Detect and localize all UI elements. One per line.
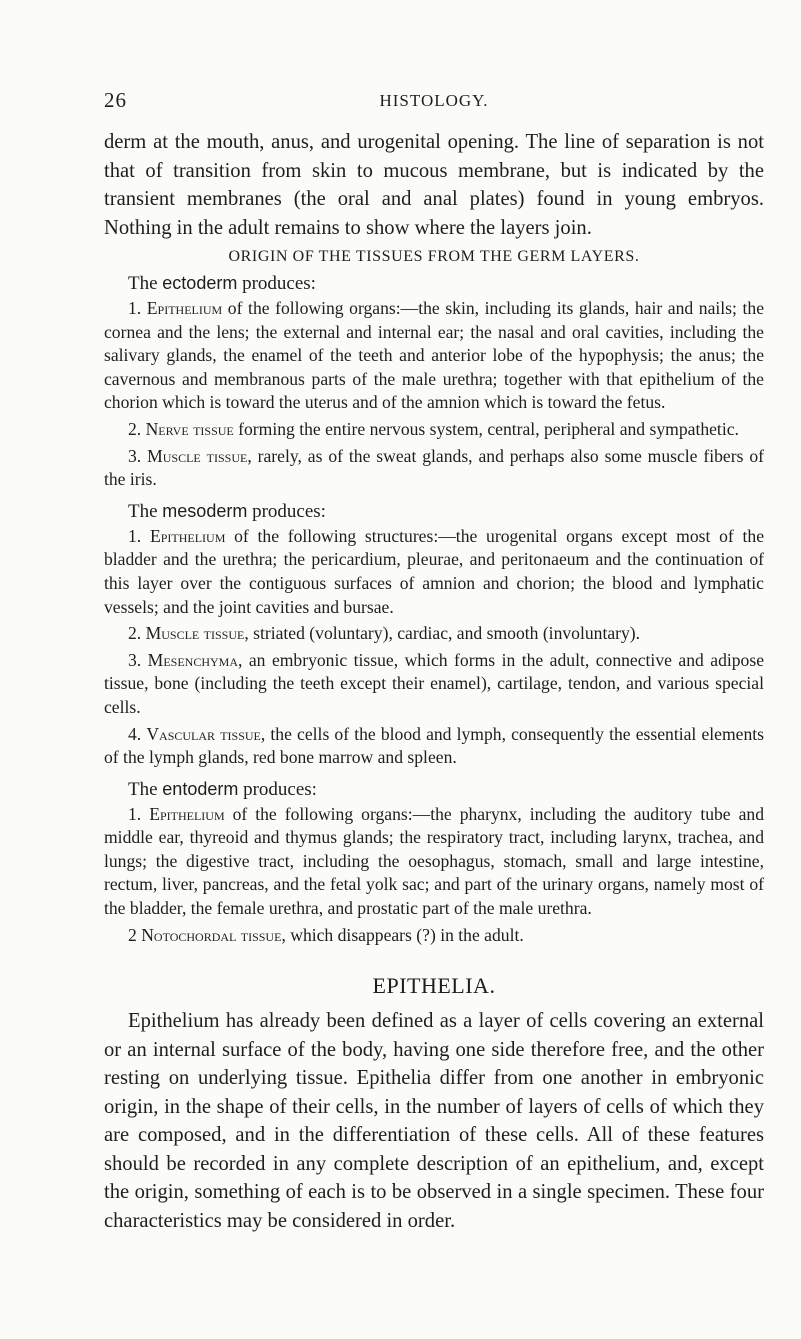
mesoderm-item-2: 2. Muscle tissue, striated (voluntary), cardiac, and smooth (involuntary). bbox=[128, 623, 641, 644]
mesoderm-item-1: 1. Epithelium of the following structures:—the urogenital organs except most of the bladder and the urethra; the pericardium, pleurae, and peritonaeum and the continuation of this layer over the contiguous surfaces of amnion and chorion; the blood and lymphatic vessels; and the joint cavities and bursae. bbox=[104, 525, 764, 617]
body-text bbox=[104, 128, 764, 1235]
page-number: 26 bbox=[104, 88, 127, 112]
ectoderm-item-1: 1. Epithelium of the following organs:—the skin, including its glands, hair and nails; the cornea and the lens; the external and internal ear; the nasal and oral cavities, including the salivary glands, the enamel of the teeth and anterior lobe of the hypophysis; the anus; the cavernous and membranous parts of the male urethra; together with that epithelium of the chorion which is toward the uterus and of the amnion which is toward the fetus. bbox=[104, 298, 765, 413]
ectoderm-lead: The ectoderm produces: bbox=[128, 273, 316, 294]
mesoderm-lead: The mesoderm produces: bbox=[128, 500, 326, 522]
ectoderm-term: ectoderm bbox=[162, 273, 238, 293]
origin-heading: ORIGIN OF THE TISSUES FROM THE GERM LAYERS. bbox=[228, 248, 640, 265]
entoderm-term: entoderm bbox=[162, 778, 239, 799]
mesoderm-item-4: 4. Vascular tissue, the cells of the blood and lymph, consequently the essential elements of the lymph glands, red bone marrow and spleen. bbox=[104, 723, 764, 768]
mesoderm-term: mesoderm bbox=[162, 500, 248, 521]
running-head bbox=[104, 88, 764, 112]
intro-paragraph: derm at the mouth, anus, and urogenital opening. The line of separation is not that of transition from skin to mucous membrane, but is indicated by the transient membranes (the oral and anal plates) found in young embryos. Nothing in the adult remains to show where the layers join. bbox=[104, 131, 764, 239]
running-title: HISTOLOGY. bbox=[379, 91, 489, 110]
entoderm-lead: The entoderm produces: bbox=[128, 778, 317, 800]
entoderm-item-2: 2 Notochordal tissue, which disappears (?) in the adult. bbox=[128, 924, 524, 945]
mesoderm-item-3: 3. Mesenchyma, an embryonic tissue, which forms in the adult, connective and adipose tissue, bone (including the teeth except their enamel), cartilage, tendon, and various special cells. bbox=[104, 649, 765, 717]
entoderm-item-1: 1. Epithelium of the following organs:—the pharynx, including the auditory tube and middle ear, thyreoid and thymus glands; the respiratory tract, including larynx, trachea, and lungs; the digestive tract, including the oesophagus, stomach, small and large intestine, rectum, liver, pancreas, and the fetal yolk sac; and part of the urinary organs, namely most of the bladder, the female urethra, and prostatic part of the male urethra. bbox=[104, 803, 765, 919]
epithelia-heading: EPITHELIA. bbox=[372, 973, 496, 999]
ectoderm-item-2: 2. Nerve tissue forming the entire nervous system, central, peripheral and sympathetic. bbox=[128, 418, 739, 439]
ectoderm-item-3: 3. Muscle tissue, rarely, as of the sweat glands, and perhaps also some muscle fibers of the iris. bbox=[104, 445, 764, 490]
epithelia-paragraph: Epithelium has already been defined as a layer of cells covering an external or an internal surface of the body, having one side therefore free, and the other resting on underlying tissue. Epithelia differ from one another in embryonic origin, in the shape of their cells, in the number of layers of cells of which they are composed, and in the differentiation of these cells. All of these features should be recorded in any complete description of an epithelium, and, except the origin, something of each is to be observed in a single specimen. These four characteristics may be considered in order. bbox=[104, 1010, 764, 1232]
